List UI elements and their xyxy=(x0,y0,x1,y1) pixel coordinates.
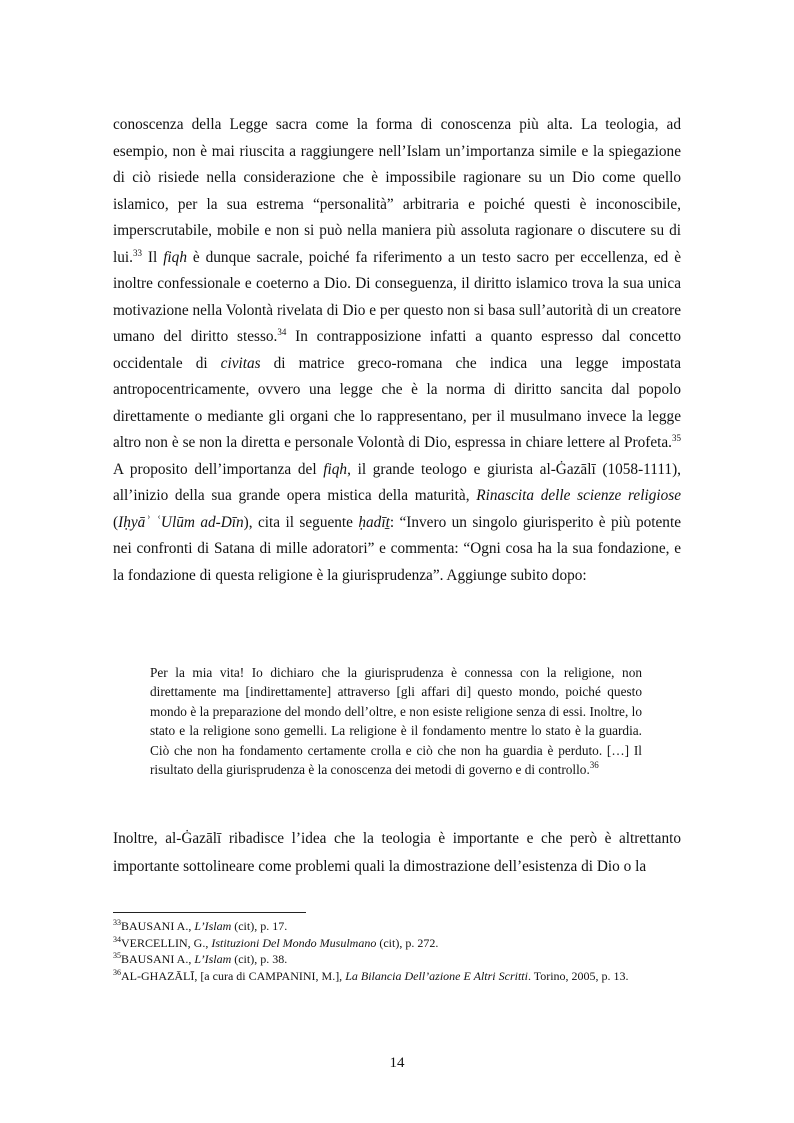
footnotes xyxy=(113,918,681,985)
footnote-ref-34[interactable]: 34 xyxy=(277,327,287,337)
page-number: 14 xyxy=(389,1055,405,1071)
footnote-ref-36[interactable]: 36 xyxy=(589,760,599,771)
footnote-34: $^{34}$VERCELLIN, G., Istituzioni Del Mondo Musulmano (cit), p. 272. xyxy=(113,934,439,950)
footnote-ref-33[interactable]: 33 xyxy=(132,247,142,258)
paragraph-1: conoscenza della Legge sacra come la forma di conoscenza più alta. La teologia, ad esempio, non è mai riuscita a raggiungere nell’Islam un’importanza simile e la spiegazione di ciò risiede nella considerazione che è impossibile ragionare su un Dio come quello islamico, per la sua estrema “personalità” arbitraria e poiché questi è inconoscibile, imperscrutabile, mobile e non si può nella maniera più assoluta ragionare o discutere su di lui.$^{33}$ Il fiqh è dunque sacrale, poiché fa riferimento a un testo sacro per eccellenza, ed è inoltre confessionale e coeterno a Dio. Di conseguenza, il diritto islamico trova la sua unica motivazione nella Volontà rivelata di Dio e per questo non si basa sull’autorità di un creatore umano del diritto stesso.$^{34}$ In contrapposizione infatti a quanto espresso dal concetto occidentale di civitas di matrice greco-romana che indica una legge impostata antropocentricamente, ovvero una legge che è la norma di diritto sancita dal popolo direttamente o mediante gli organi che lo rappresentano, per il musulmano invece la legge altro non è se non la diretta e personale Volontà di Dio, espressa in chiare lettere al Profeta.$^{35}$ A proposito dell’importanza del fiqh, il grande teologo e giurista al-Ġazālī (1058-1111), all’inizio della sua grande opera mistica della maturità, Rinascita delle scienze religiose (Iḥyāʾ ʿUlūm ad-Dīn), cita il seguente ḥadīṯ: “Invero un singolo giurisperito è più potente nei confronti di Satana di mille adoratori” e commenta: “Ogni cosa ha la sua fondazione, e la fondazione di questa religione è la giurisprudenza”. Aggiunge subito dopo: xyxy=(113,116,681,584)
footnote-35: $^{35}$BAUSANI A., L’Islam (cit), p. 38. xyxy=(113,951,288,967)
main-paragraph xyxy=(113,112,681,589)
footnote-36: $^{36}$AL-GHAZĀLĪ, [a cura di CAMPANINI, M.], La Bilancia Dell’azione E Altri Scritti. Torino, 2005, p. 13. xyxy=(113,968,629,984)
block-quote: Per la mia vita! Io dichiaro che la giurisprudenza è connessa con la religione, non direttamente ma [indirettamente] attraverso [gli affari di] questo mondo, poiché questo mondo è la preparazione del mondo dell’oltre, e non esiste religione senza di essi. Inoltre, lo stato e la religione sono gemelli. La religione è il fondamento mentre lo stato è la guardia. Ciò che non ha fondamento certamente crolla e ciò che non ha guardia è perduto. […] Il risultato della giurisprudenza è la conoscenza dei metodi di governo e di controllo.$^{36}$ xyxy=(150,665,642,778)
footnote-ref-35[interactable]: 35 xyxy=(672,433,681,443)
footnote-separator xyxy=(113,912,306,913)
paragraph-2: Inoltre, al-Ġazālī ribadisce l’idea che la teologia è importante e che però è altrettanto importante sottolineare come problemi quali la dimostrazione dell’esistenza di Dio o la xyxy=(113,830,681,875)
footnote-33: $^{33}$BAUSANI A., L’Islam (cit), p. 17. xyxy=(113,918,288,933)
